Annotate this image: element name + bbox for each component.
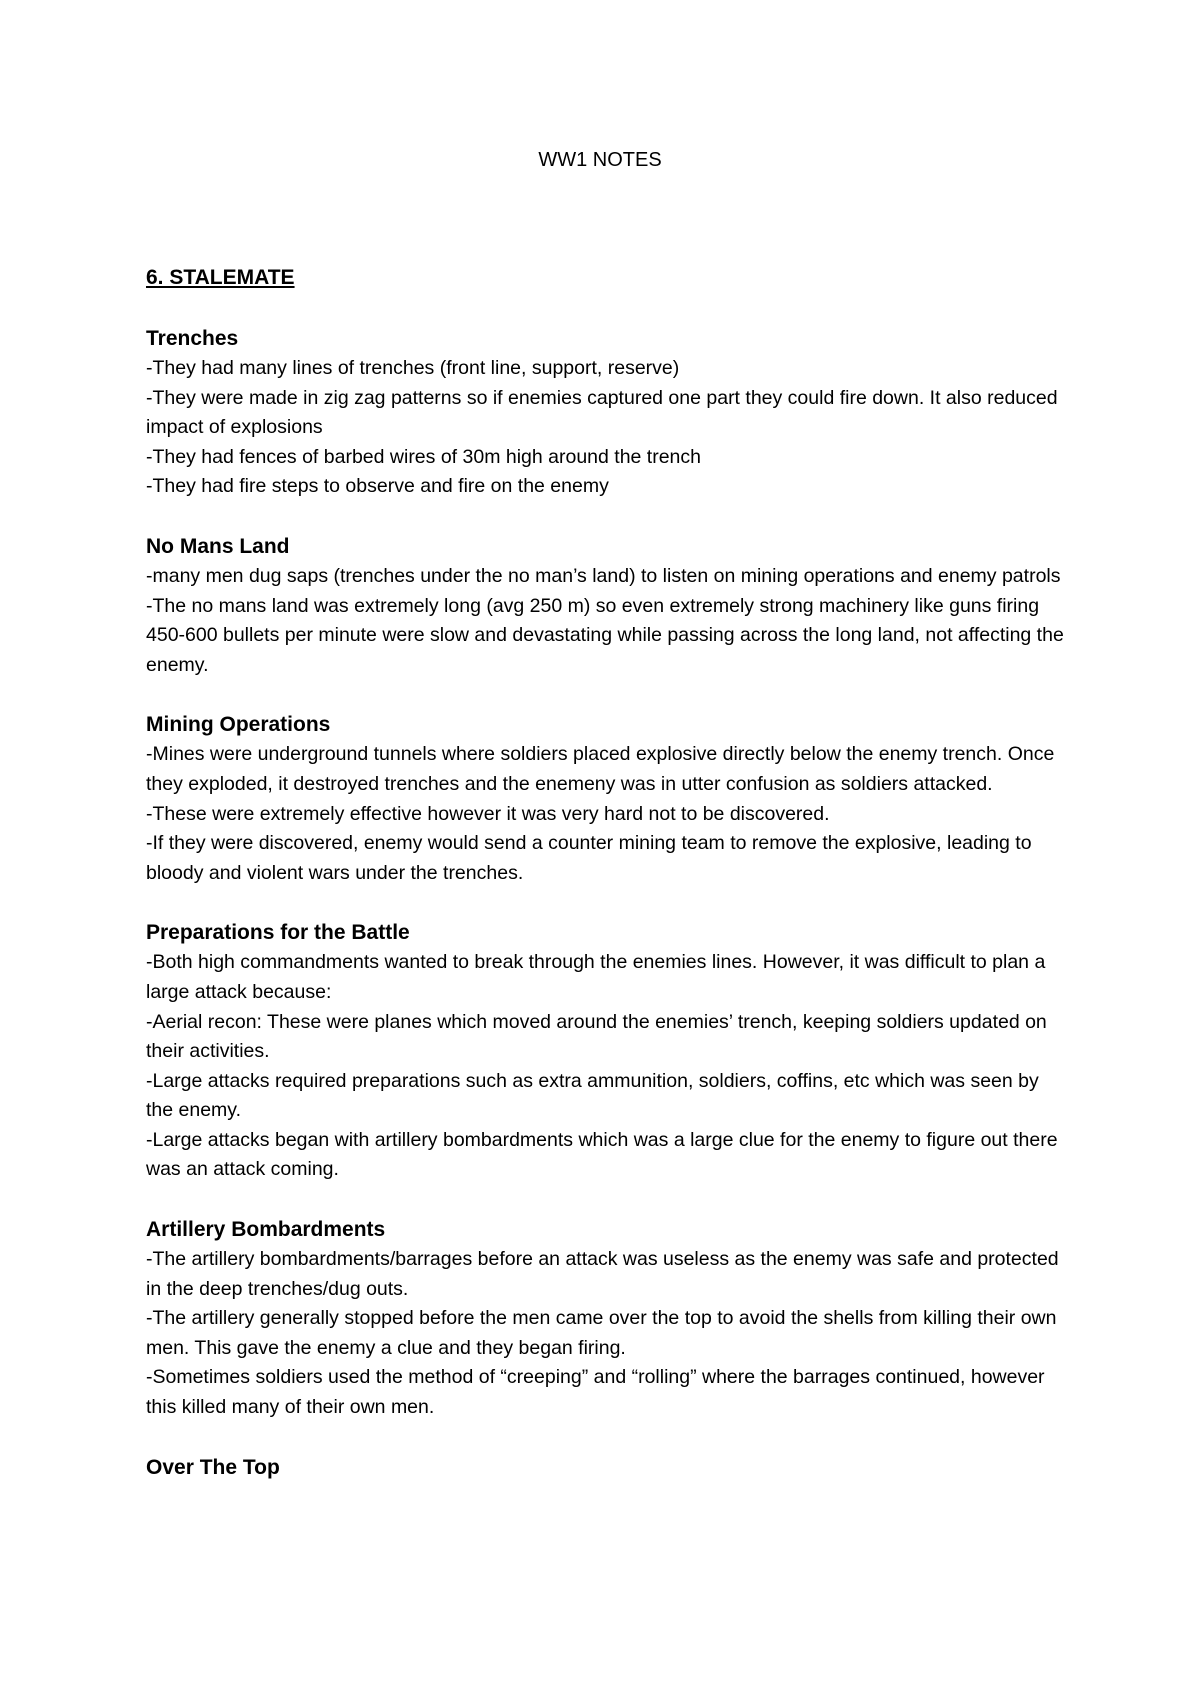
subsection-title: Over The Top xyxy=(146,1455,280,1479)
note-paragraph: -They were made in zig zag patterns so if enemies captured one part they could fire down. It also reduced impact of explosions xyxy=(146,386,1058,439)
note-paragraph: -Large attacks began with artillery bombardments which was a large clue for the enemy to figure out there was an attack coming. xyxy=(146,1128,1058,1181)
note-paragraph: -Aerial recon: These were planes which moved around the enemies’ trench, keeping soldiers updated on their activities. xyxy=(146,1010,1047,1063)
subsection-title: Trenches xyxy=(146,327,239,350)
subsection-preparations xyxy=(146,918,1066,1185)
subsection-title: No Mans Land xyxy=(146,534,290,558)
subsection-mining-operations xyxy=(146,710,1066,888)
subsection-title: Mining Operations xyxy=(146,713,331,737)
note-paragraph: -Sometimes soldiers used the method of “creeping” and “rolling” where the barrages continued, however this killed many of their own men. xyxy=(146,1366,1045,1419)
subsection-trenches xyxy=(146,324,1066,502)
note-paragraph: -They had many lines of trenches (front line, support, reserve) xyxy=(146,357,680,379)
subsection-over-the-top xyxy=(146,1453,1066,1483)
document-title: WW1 NOTES xyxy=(538,149,662,171)
note-paragraph: -Large attacks required preparations such as extra ammunition, soldiers, coffins, etc which was seen by the enemy. xyxy=(146,1069,1039,1122)
note-paragraph: -Both high commandments wanted to break through the enemies lines. However, it was difficult to plan a large attack because: xyxy=(146,951,1046,1003)
note-paragraph: -The no mans land was extremely long (avg 250 m) so even extremely strong machinery like guns firing 450-600 bullets per minute were slow and devastating while passing across the long land, not affecting the enemy. xyxy=(146,594,1064,676)
note-paragraph: -If they were discovered, enemy would send a counter mining team to remove the explosive, leading to bloody and violent wars under the trenches. xyxy=(146,832,1032,884)
note-paragraph: -many men dug saps (trenches under the no man’s land) to listen on mining operations and enemy patrols xyxy=(146,564,1061,587)
subsection-artillery-bombardments xyxy=(146,1215,1066,1423)
note-paragraph: -They had fire steps to observe and fire on the enemy xyxy=(146,475,609,498)
note-paragraph: -The artillery generally stopped before the men came over the top to avoid the shells from killing their own men. This gave the enemy a clue and they began firing. xyxy=(146,1307,1057,1359)
document-body xyxy=(146,324,1066,1513)
note-paragraph: -The artillery bombardments/barrages before an attack was useless as the enemy was safe and protected in the deep trenches/dug outs. xyxy=(146,1248,1059,1300)
note-paragraph: -These were extremely effective however it was very hard not to be discovered. xyxy=(146,802,830,825)
note-paragraph: -They had fences of barbed wires of 30m high around the trench xyxy=(146,445,701,468)
subsection-title: Preparations for the Battle xyxy=(146,921,410,945)
subsection-title: Artillery Bombardments xyxy=(146,1218,386,1242)
note-paragraph: -Mines were underground tunnels where soldiers placed explosive directly below the enemy trench. Once they exploded, it destroyed trenches and the enemeny was in utter confusion as soldiers attacked. xyxy=(146,743,1055,795)
section-heading: 6. STALEMATE xyxy=(146,266,295,289)
subsection-no-mans-land xyxy=(146,532,1066,680)
